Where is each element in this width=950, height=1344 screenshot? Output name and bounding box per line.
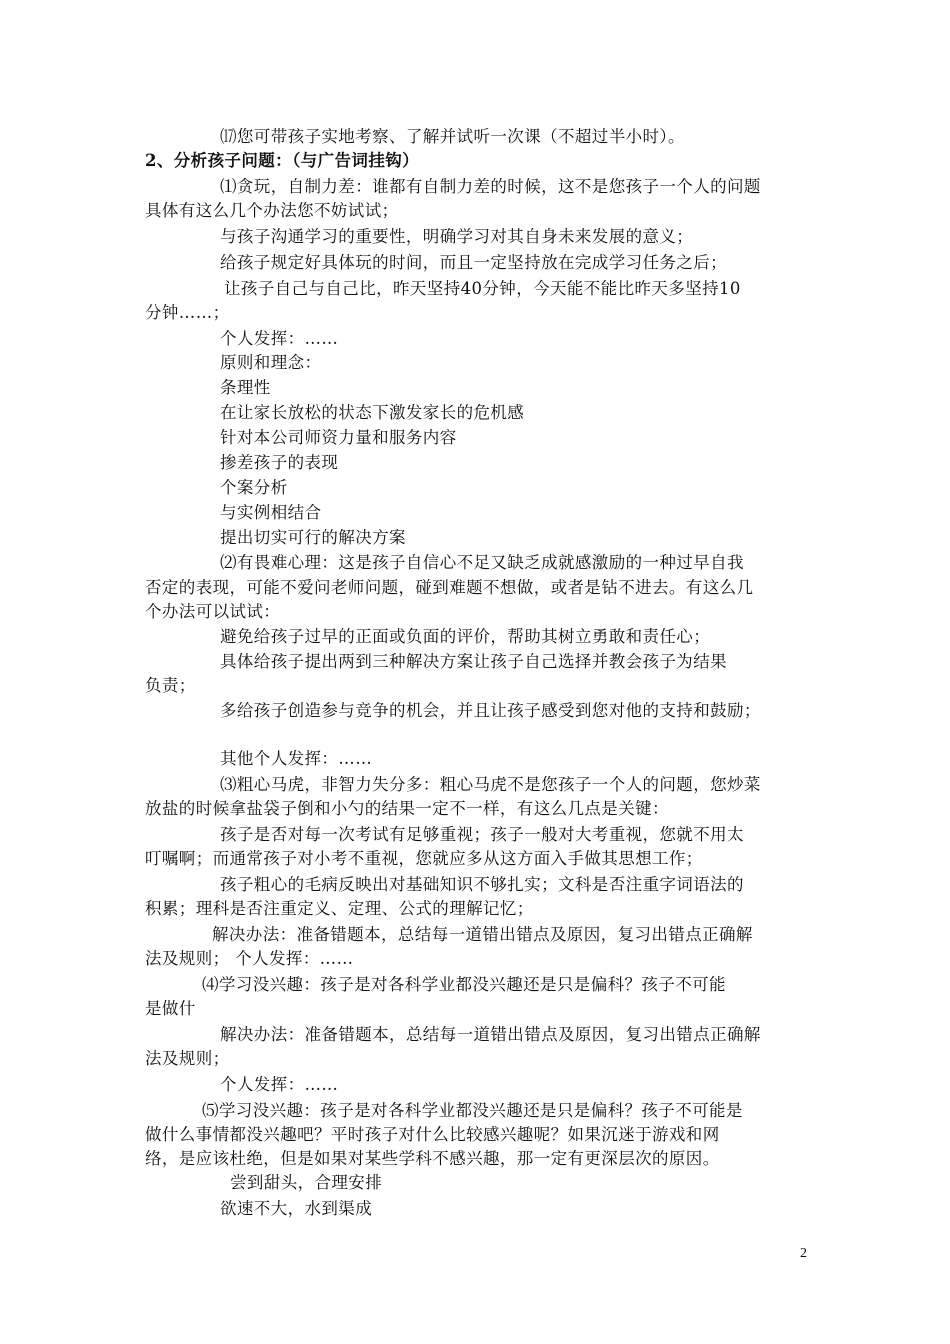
text-line: 个人发挥：…… [220, 329, 339, 348]
text-line: 尝到甜头，合理安排 [230, 1173, 383, 1192]
text-line: 条理性 [220, 378, 271, 397]
text-line: 负责； [145, 676, 196, 695]
text-line: 具体给孩子提出两到三种解决方案让孩子自己选择并教会孩子为结果 [220, 652, 727, 671]
text-line: 多给孩子创造参与竞争的机会，并且让孩子感受到您对他的支持和鼓励； [220, 701, 761, 720]
text-line: 解决办法：准备错题本，总结每一道错出错点及原因，复习出错点正确解 [212, 925, 753, 944]
text-line: 与实例相结合 [220, 503, 322, 522]
text-line: 叮嘱啊；而通常孩子对小考不重视，您就应多从这方面入手做其思想工作； [145, 849, 703, 868]
text-line: 原则和理念： [220, 353, 322, 372]
text-line: 掺差孩子的表现 [220, 453, 339, 472]
text-line: ⑸学习没兴趣：孩子是对各科学业都没兴趣还是只是偏科？孩子不可能是 [202, 1101, 743, 1120]
text-line: 法及规则； 个人发挥：…… [145, 949, 354, 968]
text-line: 是做什 [145, 999, 196, 1018]
text-line: 个办法可以试试： [145, 602, 281, 621]
text-line: ⒄您可带孩子实地考察、了解并试听一次课（不超过半小时）。 [220, 127, 685, 146]
text-line: 与孩子沟通学习的重要性，明确学习对其自身未来发展的意义； [220, 227, 694, 246]
text-line: 欲速不大，水到渠成 [220, 1199, 373, 1218]
text-line: 络，是应该杜绝，但是如果对某些学科不感兴趣，那一定有更深层次的原因。 [145, 1149, 720, 1168]
text-line: 避免给孩子过早的正面或负面的评价，帮助其树立勇敢和责任心； [220, 627, 711, 646]
text-line: 个人发挥：…… [220, 1075, 339, 1094]
text-line: ⑴贪玩，自制力差：谁都有自制力差的时候，这不是您孩子一个人的问题 [220, 177, 761, 196]
page-number: 2 [800, 1246, 807, 1261]
section-heading: 2、分析孩子问题：（与广告词挂钩） [145, 151, 420, 170]
text-line: 分钟……； [145, 303, 230, 322]
text-line: 其他个人发挥：…… [220, 749, 373, 768]
text-line: 个案分析 [220, 478, 288, 497]
text-line: 在让家长放松的状态下激发家长的危机感 [220, 403, 525, 422]
text-line: 放盐的时候拿盐袋子倒和小勺的结果一定不一样，有这么几点是关键： [145, 799, 669, 818]
text-line: 针对本公司师资力量和服务内容 [220, 428, 457, 447]
text-line: 做什么事情都没兴趣吧？平时孩子对什么比较感兴趣呢？如果沉迷于游戏和网 [145, 1125, 720, 1144]
text-line: 让孩子自己与自己比，昨天坚持40分钟，今天能不能比昨天多坚持10 [224, 279, 741, 298]
text-line: 否定的表现，可能不爱问老师问题，碰到难题不想做，或者是钻不进去。有这么几 [145, 578, 754, 597]
text-line: 解决办法：准备错题本，总结每一道错出错点及原因，复习出错点正确解 [220, 1025, 761, 1044]
text-line: 给孩子规定好具体玩的时间，而且一定坚持放在完成学习任务之后； [220, 253, 727, 272]
text-line: ⑶粗心马虎，非智力失分多：粗心马虎不是您孩子一个人的问题，您炒菜 [220, 775, 761, 794]
text-line: 孩子粗心的毛病反映出对基础知识不够扎实；文科是否注重字词语法的 [220, 875, 744, 894]
text-line: ⑵有畏难心理：这是孩子自信心不足又缺乏成就感激励的一种过早自我 [220, 553, 744, 572]
text-line: 具体有这么几个办法您不妨试试； [145, 201, 399, 220]
text-line: 积累；理科是否注重定义、定理、公式的理解记忆； [145, 899, 534, 918]
text-line: 孩子是否对每一次考试有足够重视；孩子一般对大考重视，您就不用太 [220, 825, 744, 844]
text-line: 法及规则； [145, 1049, 230, 1068]
text-line: ⑷学习没兴趣：孩子是对各科学业都没兴趣还是只是偏科？孩子不可能 [202, 975, 726, 994]
text-line: 提出切实可行的解决方案 [220, 528, 406, 547]
